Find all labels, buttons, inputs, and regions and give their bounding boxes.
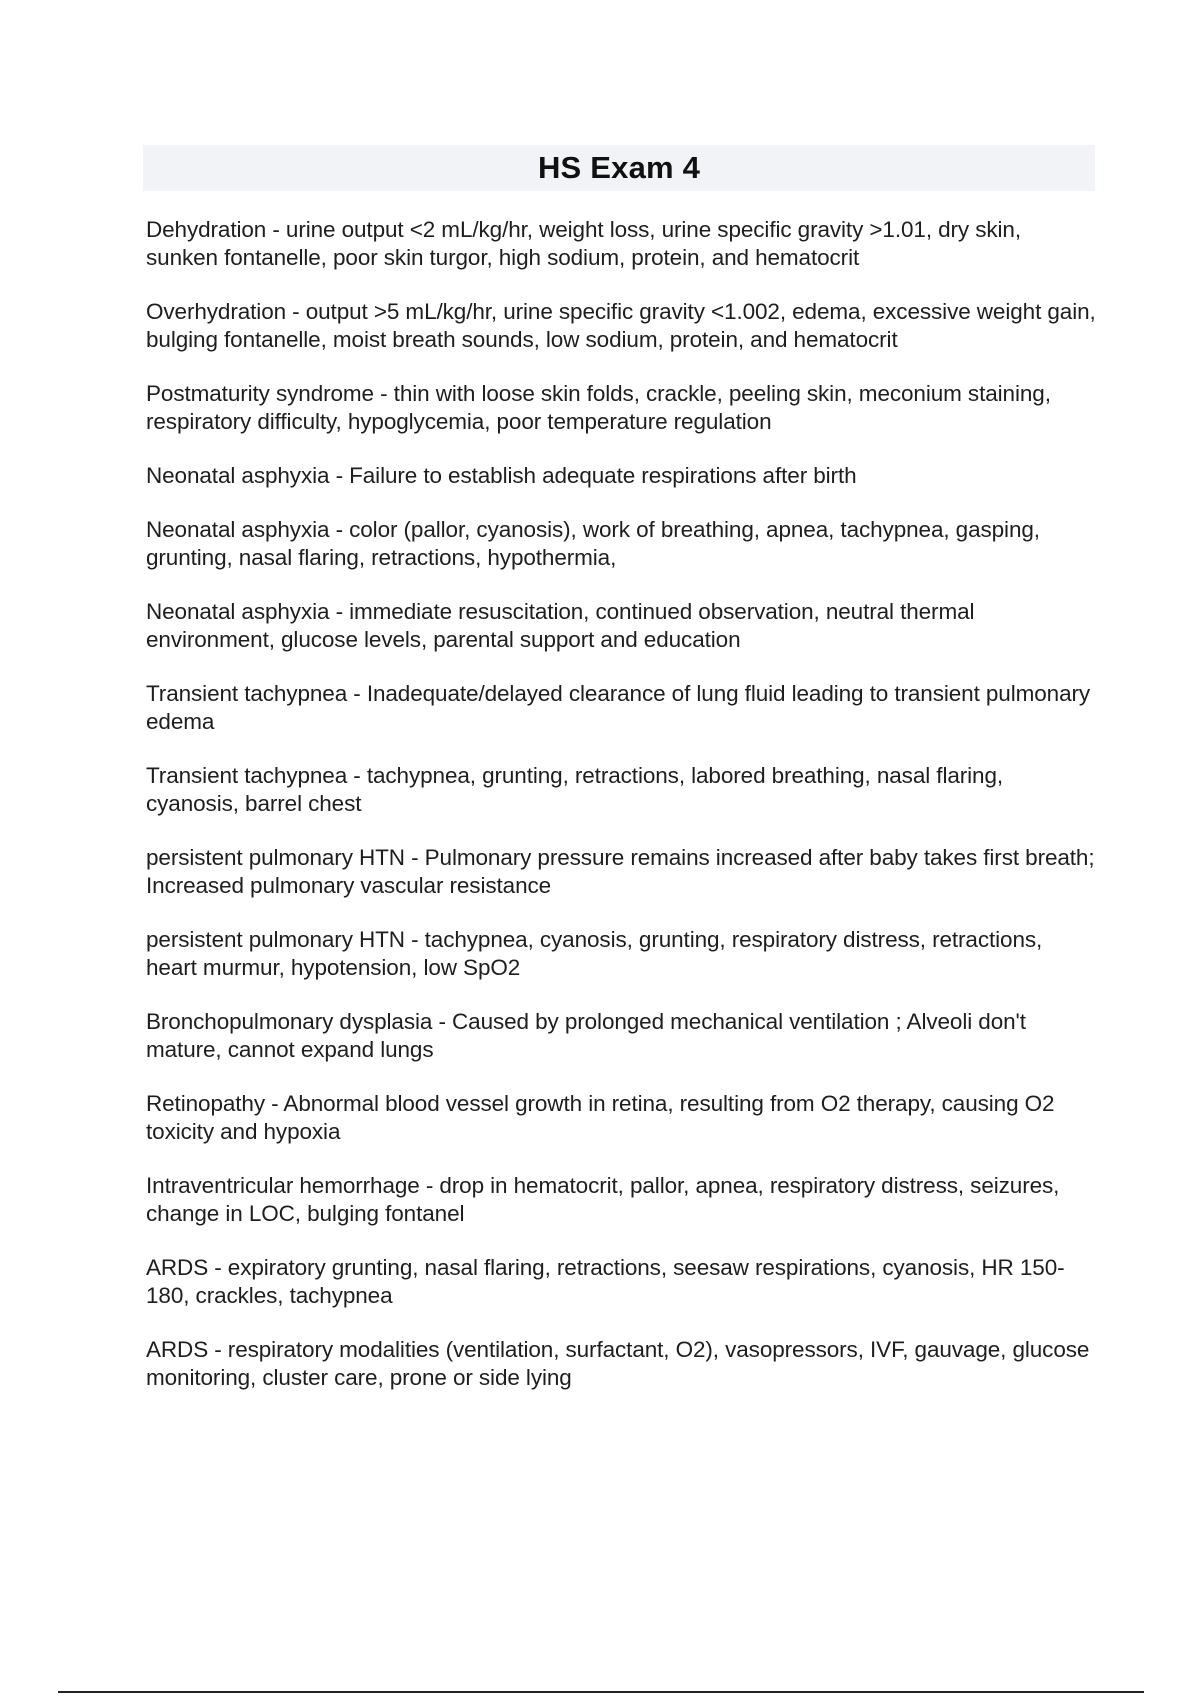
note-neonatal-asphyxia-signs: Neonatal asphyxia - color (pallor, cyanosis), work of breathing, apnea, tachypnea, gasping, grunting, nasal flaring, retractions, hypothermia, xyxy=(146,517,1040,570)
note-retinopathy: Retinopathy - Abnormal blood vessel growth in retina, resulting from O2 therapy, causing O2 toxicity and hypoxia xyxy=(146,1091,1055,1144)
note-neonatal-asphyxia-definition: Neonatal asphyxia - Failure to establish adequate respirations after birth xyxy=(146,463,857,488)
note-ards-signs: ARDS - expiratory grunting, nasal flaring, retractions, seesaw respirations, cyanosis, HR 150-180, crackles, tachypnea xyxy=(146,1255,1065,1308)
title-banner xyxy=(143,145,1095,191)
note-transient-tachypnea-definition: Transient tachypnea - Inadequate/delayed clearance of lung fluid leading to transient pulmonary edema xyxy=(146,681,1091,734)
note-postmaturity-syndrome: Postmaturity syndrome - thin with loose skin folds, crackle, peeling skin, meconium staining, respiratory difficulty, hypoglycemia, poor temperature regulation xyxy=(146,381,1051,434)
note-pphn-signs: persistent pulmonary HTN - tachypnea, cyanosis, grunting, respiratory distress, retractions, heart murmur, hypotension, low SpO2 xyxy=(146,927,1043,980)
note-pphn-definition: persistent pulmonary HTN - Pulmonary pressure remains increased after baby takes first breath; Increased pulmonary vascular resistance xyxy=(146,845,1095,898)
note-transient-tachypnea-signs: Transient tachypnea - tachypnea, grunting, retractions, labored breathing, nasal flaring, cyanosis, barrel chest xyxy=(146,763,1004,816)
note-dehydration: Dehydration - urine output <2 mL/kg/hr, weight loss, urine specific gravity >1.01, dry skin, sunken fontanelle, poor skin turgor, high sodium, protein, and hematocrit xyxy=(146,217,1021,270)
note-bronchopulmonary-dysplasia: Bronchopulmonary dysplasia - Caused by prolonged mechanical ventilation ; Alveoli don't mature, cannot expand lungs xyxy=(146,1009,1026,1062)
notes-list xyxy=(146,216,1096,1418)
note-intraventricular-hemorrhage: Intraventricular hemorrhage - drop in hematocrit, pallor, apnea, respiratory distress, seizures, change in LOC, bulging fontanel xyxy=(146,1173,1060,1226)
page-title: HS Exam 4 xyxy=(537,150,701,185)
note-neonatal-asphyxia-treatment: Neonatal asphyxia - immediate resuscitation, continued observation, neutral thermal environment, glucose levels, parental support and education xyxy=(146,599,975,652)
note-ards-treatment: ARDS - respiratory modalities (ventilation, surfactant, O2), vasopressors, IVF, gauvage, glucose monitoring, cluster care, prone or side lying xyxy=(146,1337,1090,1390)
footer-divider xyxy=(58,1691,1144,1693)
note-overhydration: Overhydration - output >5 mL/kg/hr, urine specific gravity <1.002, edema, excessive weight gain, bulging fontanelle, moist breath sounds, low sodium, protein, and hematocrit xyxy=(146,299,1096,352)
